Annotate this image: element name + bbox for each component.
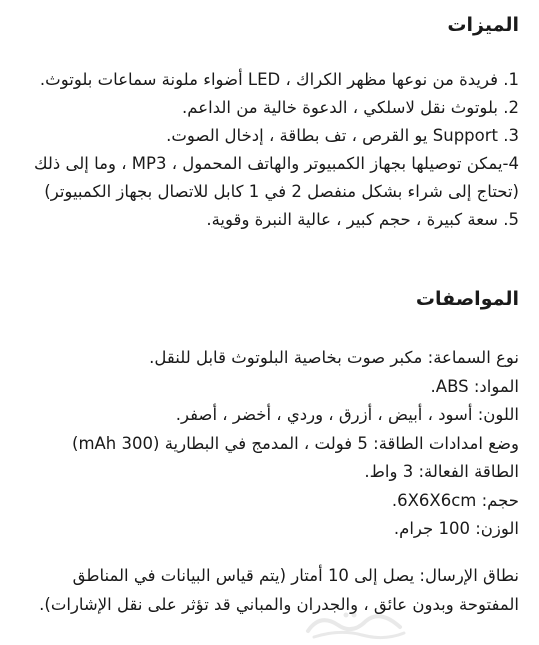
- feature-item-1: 1. فريدة من نوعها مظهر الكراك ، LED أضواء ملونة سماعات بلوتوث.: [39, 70, 519, 89]
- spec-material: المواد: ABS.: [430, 376, 519, 396]
- feature-item-3: 3. Support يو القرص ، تف بطاقة ، إدخال الصوت.: [166, 126, 519, 145]
- spec-effective-power: الطاقة الفعالة: 3 واط.: [364, 462, 519, 481]
- spec-transmission-range: نطاق الإرسال: يصل إلى 10 أمتار (يتم قياس البيانات في المناطق المفتوحة وبدون عائق ، والجدران والمباني قد تؤثر على نقل الإشارات).: [39, 566, 519, 614]
- specs-list: [10, 344, 519, 544]
- specs-range-block: [10, 562, 519, 619]
- feature-item-2: 2. بلوتوث نقل لاسلكي ، الدعوة خالية من الداعم.: [182, 98, 519, 117]
- feature-item-5: 5. سعة كبيرة ، حجم كبير ، عالية النبرة وقوية.: [206, 210, 519, 229]
- features-list: [10, 66, 519, 234]
- specs-heading: المواصفات: [415, 288, 519, 310]
- spec-speaker-type: نوع السماعة: مكبر صوت بخاصية البلوتوث قابل للنقل.: [149, 348, 519, 367]
- spec-power-supply: وضع امدادات الطاقة: 5 فولت ، المدمج في البطارية (300 mAh): [72, 433, 519, 453]
- spec-weight: الوزن: 100 جرام.: [393, 519, 519, 538]
- feature-item-4: 4-يمكن توصيلها بجهاز الكمبيوتر والهاتف المحمول ، MP3 ، وما إلى ذلك (تحتاج إلى شراء بشكل منفصل 2 في 1 كابل للاتصال بجهاز الكمبيوتر): [33, 154, 519, 201]
- spec-colors: اللون: أسود ، أبيض ، أزرق ، وردي ، أخضر ، أصفر.: [175, 405, 519, 424]
- features-heading: الميزات: [447, 14, 519, 36]
- spec-size: حجم: 6X6X6cm.: [391, 490, 519, 510]
